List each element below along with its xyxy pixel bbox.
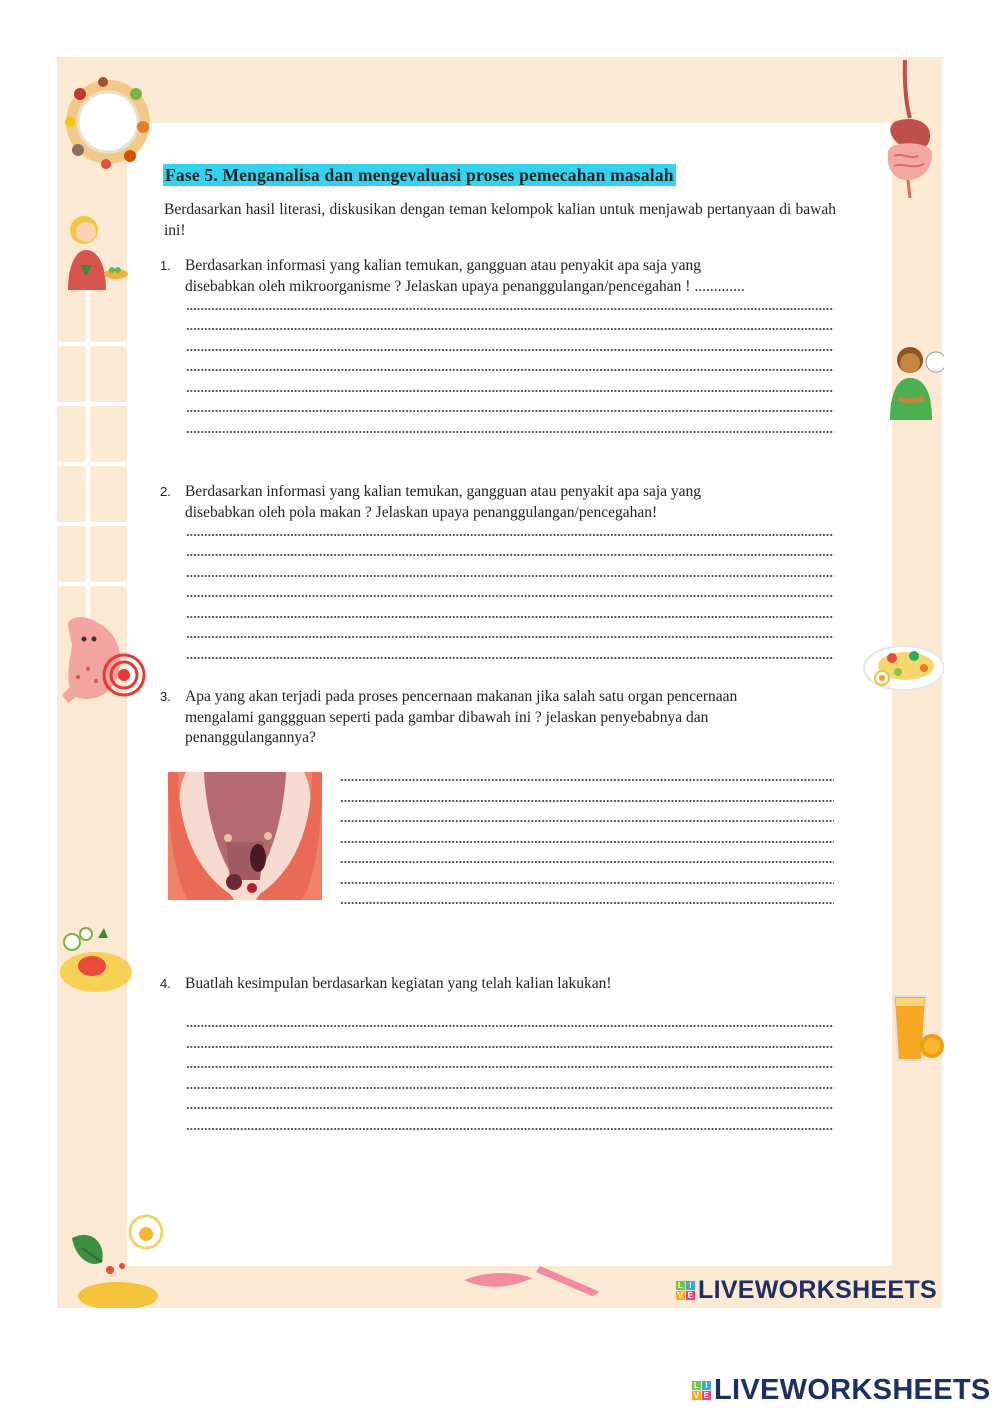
question-number: 4. (160, 976, 171, 991)
liveworksheets-logo[interactable] (692, 1374, 991, 1407)
answer-line[interactable] (186, 532, 834, 538)
frame-grid-line (57, 402, 127, 406)
frame-grid-line (57, 342, 127, 346)
answer-line[interactable] (186, 1126, 834, 1132)
frame-grid-line (57, 522, 127, 526)
girl-eating-icon (62, 210, 130, 290)
frame-grid-line (57, 582, 127, 586)
answer-line[interactable] (186, 429, 834, 435)
stomach-pain-icon (58, 615, 148, 707)
answer-line[interactable] (186, 306, 834, 312)
food-plate-icon (58, 922, 138, 996)
answer-line[interactable] (340, 880, 834, 886)
answer-line[interactable] (186, 1085, 834, 1091)
salad-plate-icon (862, 628, 944, 696)
answer-line[interactable] (186, 1023, 834, 1029)
frame-grid-line (57, 462, 127, 466)
brand-name: LIVEWORKSHEETS (698, 1276, 937, 1304)
answer-line[interactable] (186, 1105, 834, 1111)
answer-line[interactable] (186, 1044, 834, 1050)
answer-line[interactable] (186, 347, 834, 353)
question-2 (160, 482, 836, 523)
question-text: mengalami ganggguan seperti pada gambar dibawah ini ? jelaskan penyebabnya dan (185, 708, 709, 726)
food-plate-icon (58, 72, 158, 172)
question-4 (160, 974, 836, 995)
answer-line[interactable] (340, 859, 834, 865)
question-3 (160, 687, 836, 749)
answer-line[interactable] (186, 655, 834, 661)
question-text: disebabkan oleh mikroorganisme ? Jelaskan upaya penanggulangan/pencegahan ! ............. (185, 277, 745, 295)
liveworksheets-logo-icon: L I V E (677, 1281, 694, 1300)
liveworksheets-logo (676, 1276, 937, 1305)
answer-line[interactable] (186, 573, 834, 579)
answer-line[interactable] (340, 777, 834, 783)
answer-line[interactable] (186, 408, 834, 414)
ribbon-decoration (460, 1262, 605, 1298)
answer-line[interactable] (340, 818, 834, 824)
answer-line[interactable] (186, 367, 834, 373)
answer-line[interactable] (340, 839, 834, 845)
question-number: 3. (160, 689, 171, 704)
question-text: Berdasarkan informasi yang kalian temukan, gangguan atau penyakit apa saja yang (185, 483, 702, 500)
boy-stomachache-icon (886, 340, 944, 420)
question-text: disebabkan oleh pola makan ? Jelaskan upaya penanggulangan/pencegahan! (185, 503, 658, 521)
stomach-organ-icon (880, 60, 940, 200)
answer-line[interactable] (186, 326, 834, 332)
instructions-text: Berdasarkan hasil literasi, diskusikan dengan teman kelompok kalian untuk menjawab pertanyaan di bawah ini! (164, 201, 836, 239)
answer-line[interactable] (186, 634, 834, 640)
liveworksheets-logo-icon: L I V E (693, 1381, 710, 1400)
question-number: 2. (160, 484, 171, 499)
answer-line[interactable] (186, 1064, 834, 1070)
brand-name: LIVEWORKSHEETS (714, 1374, 991, 1406)
answer-line[interactable] (186, 552, 834, 558)
question-text: penanggulangannya? (185, 729, 316, 746)
question-number: 1. (160, 258, 171, 273)
hemorrhoid-illustration (168, 772, 322, 900)
answer-line[interactable] (186, 614, 834, 620)
question-text: Apa yang akan terjadi pada proses pencernaan makanan jika salah satu organ pencernaan (185, 688, 738, 705)
answer-line[interactable] (186, 388, 834, 394)
orange-juice-icon (888, 990, 944, 1066)
answer-line[interactable] (186, 593, 834, 599)
question-text: Berdasarkan informasi yang kalian temukan, gangguan atau penyakit apa saja yang (185, 257, 702, 274)
question-1 (160, 256, 836, 297)
vegetables-icon (62, 1208, 172, 1308)
frame-grid-line (86, 290, 90, 670)
question-text: Buatlah kesimpulan berdasarkan kegiatan yang telah kalian lakukan! (185, 975, 612, 992)
answer-line[interactable] (340, 900, 834, 906)
phase-title: Fase 5. Menganalisa dan mengevaluasi proses pemecahan masalah (165, 165, 674, 185)
answer-line[interactable] (340, 798, 834, 804)
